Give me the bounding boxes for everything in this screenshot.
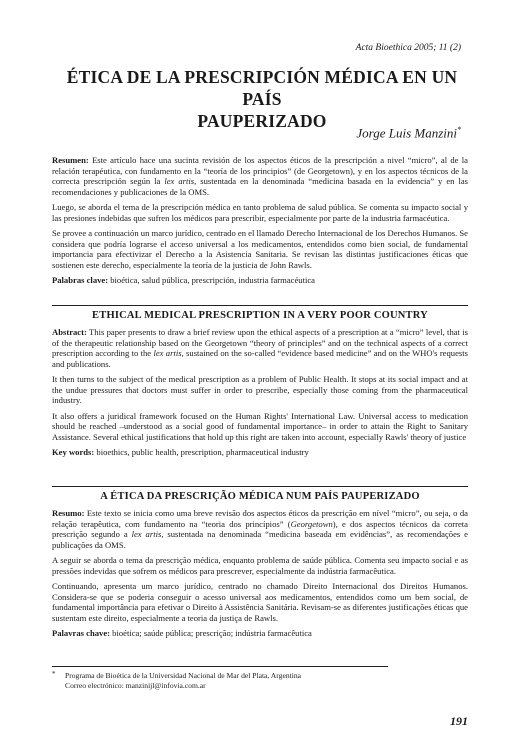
page-number: 191 bbox=[450, 714, 468, 728]
english-section-title: ETHICAL MEDICAL PRESCRIPTION IN A VERY POOR COUNTRY bbox=[92, 310, 428, 321]
spanish-paragraph-3: Se provee a continuación un marco jurídico, centrado en el llamado Derecho Internacional de los Derechos Humanos. Se considera que podría lograrse el acceso universal a los medicamentos, entendidos como bien social, de fundamental importancia para efectivizar el Derecho a la Asistencia Sanitaria. Se revisan las distintas justificaciones éticas que sostienen este derecho, especialmente la teoría de la justicia de John Rawls. bbox=[52, 228, 468, 270]
resumo-paragraph bbox=[52, 508, 468, 550]
spanish-paragraph-2: Luego, se aborda el tema de la prescripción médica en tanto problema de salud pública. Se comenta su impacto social y las presiones indebidas que sufren los médicos para prescribir, especialmente por parte de la industria farmacéutica. bbox=[52, 202, 468, 223]
english-paragraph-2: It then turns to the subject of the medical prescription as a problem of Public Health. It stops at its social impact and at the undue pressures that doctors must suffer in order to prescribe, especially those coming from the pharmaceutical industry. bbox=[52, 374, 468, 405]
resumen-text: Este artículo hace una sucinta revisión de los aspectos éticos de la prescripción a nivel “micro”, al de la relación terapéutica, con fundamento en la “teoría de los principios” (de Georgetown), y en los aspectos técnicos de la correcta prescripción según la lex artis, sustentada en la denominada “medicina basada en la evidencia” y en las recomendaciones y publicaciones de la OMS. bbox=[52, 155, 468, 197]
author-name bbox=[356, 125, 461, 141]
running-head: Acta Bioethica 2005; 11 (2) bbox=[355, 43, 461, 53]
title-line-2: PAUPERIZADO bbox=[197, 111, 327, 131]
spanish-keywords bbox=[52, 275, 468, 286]
resumen-label: Resumen: bbox=[52, 155, 89, 165]
resumo-label: Resumo: bbox=[52, 508, 85, 518]
spanish-keywords-label: Palabras clave: bbox=[52, 275, 109, 285]
portuguese-keywords-text: bioética; saúde pública; prescrição; indústria farmacêutica bbox=[112, 628, 312, 638]
portuguese-section-title: A ÉTICA DA PRESCRIÇÃO MÉDICA NUM PAÍS PAUPERIZADO bbox=[100, 491, 420, 502]
author-footnote-mark: * bbox=[457, 125, 461, 134]
footnote-email: Correo electrónico: manzinijl@infovia.com.ar bbox=[65, 681, 206, 690]
english-abstract bbox=[52, 327, 468, 463]
abstract-text: This paper presents to draw a brief review upon the ethical aspects of a prescription at a “micro” level, that is of the therapeutic relationship based on the Georgetown “theory of principles” and on the technical aspects of a correct prescription according to the lex artis, sustained on the so-called “evidence based medicine” and on the WHO's requests and publications. bbox=[52, 327, 469, 369]
spanish-abstract bbox=[52, 155, 468, 291]
section-divider-1 bbox=[52, 305, 468, 306]
footnote bbox=[52, 671, 468, 691]
article-title bbox=[60, 66, 464, 132]
footnote-mark: * bbox=[52, 670, 56, 678]
abstract-label: Abstract: bbox=[52, 327, 87, 337]
section-divider-2 bbox=[52, 486, 468, 487]
footnote-divider bbox=[52, 666, 388, 667]
abstract-paragraph bbox=[52, 327, 468, 369]
english-keywords-label: Key words: bbox=[52, 447, 95, 457]
portuguese-paragraph-3: Continuando, apresenta um marco jurídico, centrado no chamado Direito Internacional dos Direitos Humanos. Considera-se que se poderia conseguir o acesso universal aos medicamentos, entendidos como um bem social, de fundamental importância para efetivar o Direito à Assistência Sanitária. Revisam-se as diferentes justificações éticas que sustentam este direito, especialmente a teoria da justiça de Rawls. bbox=[52, 581, 468, 623]
resumen-paragraph bbox=[52, 155, 468, 197]
english-keywords-text: bioethics, public health, prescription, pharmaceutical industry bbox=[96, 447, 309, 457]
portuguese-keywords bbox=[52, 628, 468, 639]
english-paragraph-3: It also offers a juridical framework focused on the Human Rights' International Law. Universal access to medication should be reached –understood as a social good of fundamental importance– in order to attain the Right to Sanitary Assistance. Several ethical justifications that hold up this right are taken into account, especially Rawls' theory of justice bbox=[52, 410, 468, 442]
english-keywords bbox=[52, 447, 468, 458]
spanish-keywords-text: bioética, salud pública, prescripción, industria farmacéutica bbox=[110, 275, 315, 285]
author-text: Jorge Luis Manzini bbox=[356, 125, 457, 141]
resumo-text: Este texto se inicia como uma breve revisão dos aspectos éticos da prescrição em nível “micro”, ou seja, o da relação terapêutica, com fundamento na “teoria dos princípios” (Georgetown), e dos aspectos técnicos da correta prescrição segundo a lex artis, sustentada na denominada “medicina baseada em evidências”, as recomendações e publicações da OMS. bbox=[52, 508, 468, 550]
portuguese-keywords-label: Palavras chave: bbox=[52, 628, 110, 638]
portuguese-paragraph-2: A seguir se aborda o tema da prescrição médica, enquanto problema de saúde pública. Comenta seu impacto social e as pressões indevidas que sofrem os médicos para prescrever, especialmente da indústria farmacêutica. bbox=[52, 555, 468, 576]
footnote-affiliation: Programa de Bioética de la Universidad Nacional de Mar del Plata, Argentina bbox=[65, 671, 302, 680]
portuguese-abstract bbox=[52, 508, 468, 644]
title-line-1: ÉTICA DE LA PRESCRIPCIÓN MÉDICA EN UN PAÍS bbox=[66, 67, 458, 109]
